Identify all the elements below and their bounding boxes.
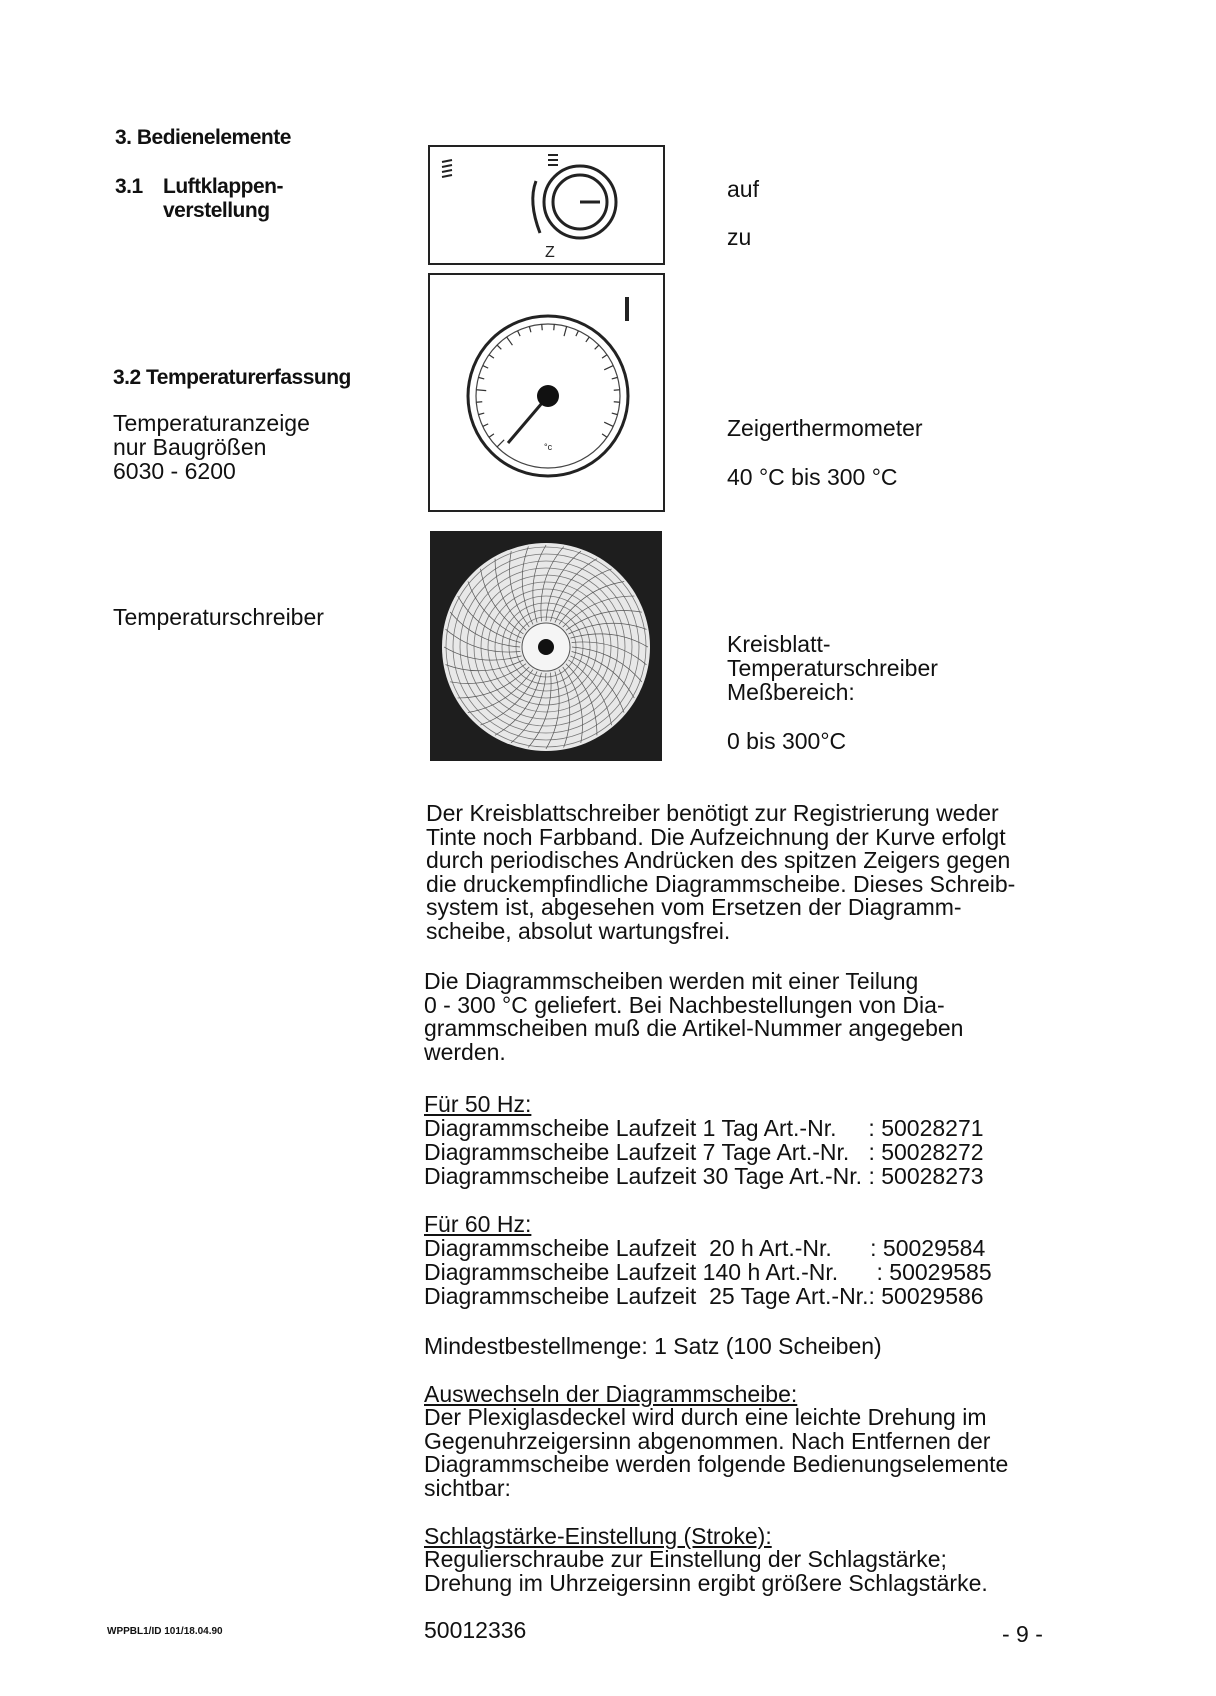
thermometer-icon <box>625 297 629 321</box>
thermometer-hub <box>537 385 559 407</box>
scale-tick <box>497 345 501 349</box>
scale-tick <box>497 440 504 447</box>
stroke-heading: Schlagstärke-Einstellung (Stroke): <box>424 1523 772 1549</box>
damper-lever-icon <box>533 181 540 233</box>
scale-tick <box>564 326 567 336</box>
scale-tick <box>478 377 484 379</box>
scale-tick <box>478 413 484 415</box>
section-title: 3. Bedienelemente <box>115 126 291 149</box>
scale-tick <box>476 390 486 391</box>
minimum-order: Mindestbestellmenge: 1 Satz (100 Scheiben) <box>424 1333 882 1359</box>
recorder-range-value: 0 bis 300°C <box>727 728 847 754</box>
open-marks-icon <box>548 155 558 165</box>
chart-center-hub <box>538 639 554 655</box>
scale-tick <box>542 324 543 330</box>
scale-tick <box>489 434 494 437</box>
recorder-range-label: Meßbereich: <box>727 679 855 705</box>
hz60-row: Diagrammscheibe Laufzeit 20 h Art.-Nr. : 50029584 <box>424 1235 986 1261</box>
thermometer-range: 40 °C bis 300 °C <box>727 464 898 490</box>
scale-tick <box>612 413 618 415</box>
hz60-row: Diagrammscheibe Laufzeit 25 Tage Art.-Nr.: 50029586 <box>424 1283 984 1309</box>
hz50-row: Diagrammscheibe Laufzeit 1 Tag Art.-Nr. : 50028271 <box>424 1115 984 1141</box>
scale-tick <box>483 424 488 427</box>
scale-tick <box>614 390 620 391</box>
hz60-row: Diagrammscheibe Laufzeit 140 h Art.-Nr. : 50029585 <box>424 1259 992 1285</box>
footer-page-number: - 9 - <box>1002 1621 1043 1647</box>
scale-tick <box>595 345 599 349</box>
hz50-row: Diagrammscheibe Laufzeit 30 Tage Art.-Nr. : 50028273 <box>424 1163 984 1189</box>
temp-recorder-label: Temperaturschreiber <box>113 604 324 630</box>
scale-tick <box>604 422 613 426</box>
chart-disc-paragraph: Die Diagrammscheiben werden mit einer Teilung 0 - 300 °C geliefert. Bei Nachbestellungen von Dia- grammscheiben muß die Artikel-Nummer angegeben werden. <box>424 968 964 1065</box>
scale-tick <box>614 402 620 403</box>
scale-tick <box>518 331 521 336</box>
damper-control-panel <box>428 145 665 265</box>
recorder-name-line1: Kreisblatt- <box>727 631 831 657</box>
scale-tick <box>483 366 488 369</box>
subsection-3-1-number: 3.1 <box>115 175 143 198</box>
hz50-row: Diagrammscheibe Laufzeit 7 Tage Art.-Nr. : 50028272 <box>424 1139 984 1165</box>
panel-letter-z: Z <box>545 244 555 261</box>
scale-tick <box>507 337 513 345</box>
damper-dial-illustration <box>430 147 663 263</box>
chart-recorder-photo <box>430 531 662 761</box>
scale-tick <box>586 337 589 342</box>
temp-display-sizes-line2: 6030 - 6200 <box>113 458 236 484</box>
dial-unit-label: °c <box>544 442 553 452</box>
scale-tick <box>476 402 482 403</box>
footer-doc-number: 50012336 <box>424 1617 527 1643</box>
hz60-heading: Für 60 Hz: <box>424 1211 532 1237</box>
circular-chart-illustration <box>430 531 662 761</box>
dial-thermometer-illustration <box>430 275 663 510</box>
scale-tick <box>612 377 618 379</box>
replace-disc-heading: Auswechseln der Diagrammscheibe: <box>424 1381 798 1407</box>
thermometer-name: Zeigerthermometer <box>727 415 923 441</box>
damper-closed-label: zu <box>727 224 752 250</box>
scale-tick <box>604 366 613 370</box>
scale-tick <box>602 355 607 358</box>
recorder-description-paragraph: Der Kreisblattschreiber benötigt zur Registrierung weder Tinte noch Farbband. Die Aufzeichnung der Kurve erfolgt durch periodisches Andrücken des spitzen Zeigers gegen die druckempfindliche Diagrammscheibe. Dieses Schreib- system ist, abgesehen vom Ersetzen der Diagramm- scheibe, absolut wartungsfrei. <box>426 800 1016 944</box>
scale-tick <box>554 324 555 330</box>
scale-tick <box>602 434 607 437</box>
temp-display-label: Temperaturanzeige <box>113 410 310 436</box>
subsection-3-1-title-line1: Luftklappen- <box>163 175 283 198</box>
temp-display-sizes-line1: nur Baugrößen <box>113 434 267 460</box>
replace-disc-text: Der Plexiglasdeckel wird durch eine leichte Drehung im Gegenuhrzeigersinn abgenommen. Nach Entfernen der Diagrammscheibe werden folgende Bedienungselemente sichtbar: <box>424 1404 1009 1501</box>
hz50-heading: Für 50 Hz: <box>424 1091 532 1117</box>
panel-symbol-icon <box>442 160 452 177</box>
subsection-3-2-title: 3.2 Temperaturerfassung <box>113 366 351 389</box>
scale-tick <box>529 326 531 332</box>
dial-thermometer-panel <box>428 273 665 512</box>
damper-open-label: auf <box>727 176 759 202</box>
footer-doc-code: WPPBL1/ID 101/18.04.90 <box>107 1626 223 1637</box>
scale-tick <box>489 355 494 358</box>
recorder-name-line2: Temperaturschreiber <box>727 655 938 681</box>
stroke-text: Regulierschraube zur Einstellung der Schlagstärke; Drehung im Uhrzeigersinn ergibt größere Schlagstärke. <box>424 1546 988 1596</box>
scale-tick <box>576 331 579 336</box>
subsection-3-1-title-line2: verstellung <box>163 199 270 222</box>
